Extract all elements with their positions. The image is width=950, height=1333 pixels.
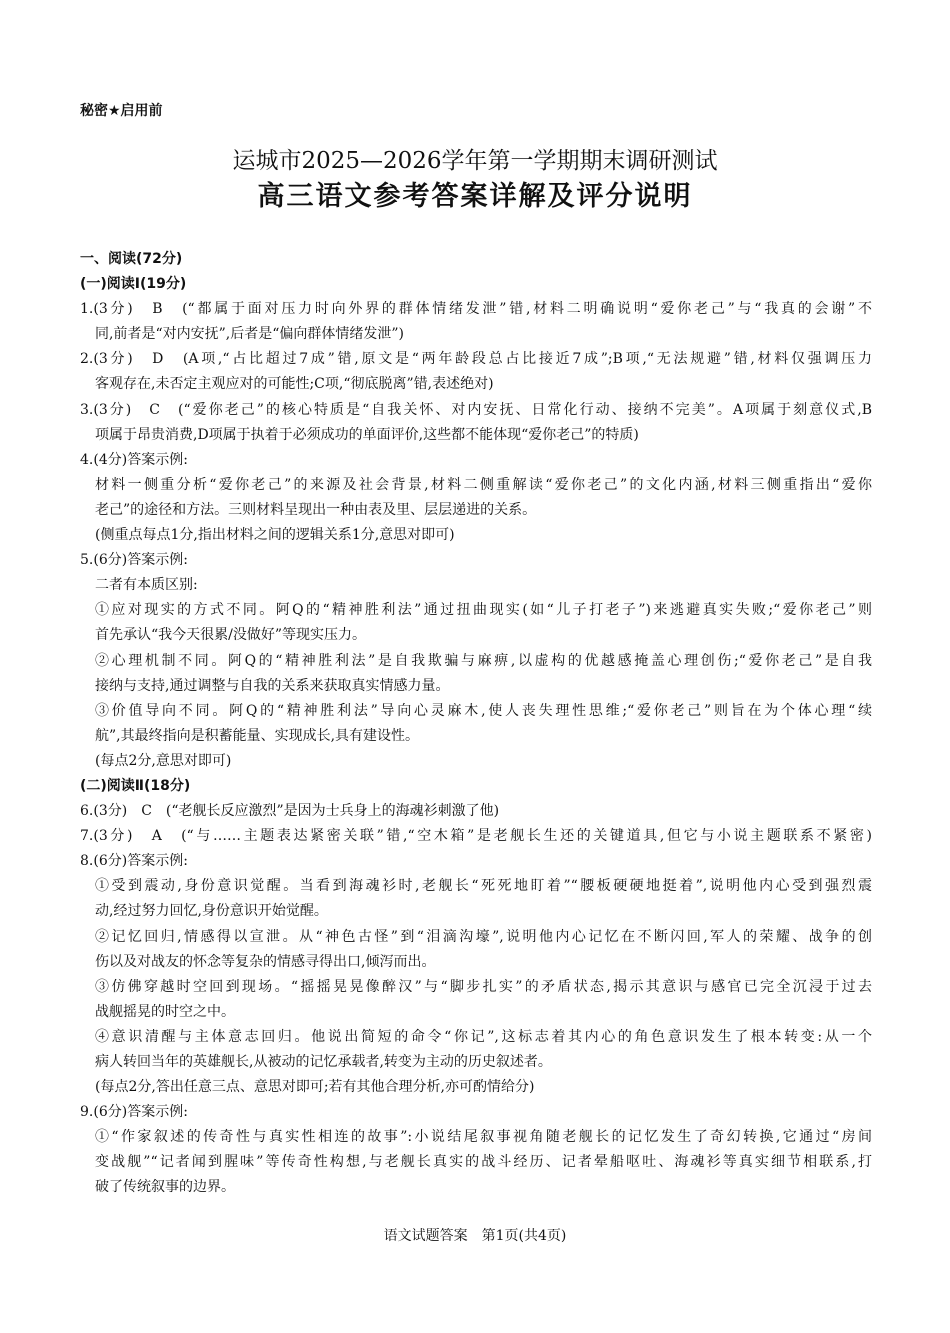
question-2-line: 客观存在,未否定主观应对的可能性;C项,“彻底脱离”错,表述绝对) xyxy=(95,376,494,393)
question-8-line: ②记忆回归,情感得以宣泄。从“神色古怪”到“泪滴沟壕”,说明他内心记忆在不断闪回,军人的荣耀、战争的创 xyxy=(95,928,872,945)
question-9-head: 9.(6分)答案示例: xyxy=(80,1104,188,1121)
question-5-scoring: (每点2分,意思对即可) xyxy=(95,752,232,769)
part-title: (一)阅读Ⅰ(19分) xyxy=(80,276,187,293)
question-3-line: 3.(3分) C (“爱你老己”的核心特质是“自我关怀、对内安抚、日常化行动、接纳不完美”。A项属于刻意仪式,B xyxy=(80,401,872,418)
question-9-line: ①“作家叙述的传奇性与真实性相连的故事”:小说结尾叙事视角随老舰长的记忆发生了奇幻转换,它通过“房间 xyxy=(95,1129,872,1146)
exam-title: 运城市2025—2026学年第一学期期末调研测试 xyxy=(232,148,718,174)
question-5-line: ①应对现实的方式不同。阿Q的“精神胜利法”通过扭曲现实(如“儿子打老子”)来逃避真实失败;“爱你老己”则 xyxy=(95,602,872,619)
question-2-line: 2.(3分) D (A项,“占比超过7成”错,原文是“两年龄段总占比接近7成”;B项,“无法规避”错,材料仅强调压力 xyxy=(80,351,872,368)
question-3-line: 项属于昂贵消费,D项属于执着于必须成功的单面评价,这些都不能体现“爱你老己”的特质) xyxy=(95,426,639,443)
question-8-line: ③仿佛穿越时空回到现场。“摇摇晃晃像醉汉”与“脚步扎实”的矛盾状态,揭示其意识与感官已完全沉浸于过去 xyxy=(95,978,872,995)
question-8-scoring: (每点2分,答出任意三点、意思对即可;若有其他合理分析,亦可酌情给分) xyxy=(95,1079,535,1096)
question-5-line: 首先承认“我今天很累/没做好”等现实压力。 xyxy=(95,627,367,644)
question-4-line: 老己”的途径和方法。三则材料呈现出一种由表及里、层层递进的关系。 xyxy=(95,501,537,518)
question-5-head: 5.(6分)答案示例: xyxy=(80,552,188,569)
question-5-line: 二者有本质区别: xyxy=(95,577,198,594)
question-9-line: 变战舰”“记者闻到腥味”等传奇性构想,与老舰长真实的战斗经历、记者晕船呕吐、海魂衫等真实细节相联系,打 xyxy=(95,1154,872,1171)
question-1-line: 1.(3分) B (“都属于面对压力时向外界的群体情绪发泄”错,材料二明确说明“爱你老己”与“我真的会谢”不 xyxy=(80,301,872,318)
question-8-line: 战舰摇晃的时空之中。 xyxy=(95,1003,235,1020)
exam-subtitle: 高三语文参考答案详解及评分说明 xyxy=(257,181,693,212)
question-9-line: 破了传统叙事的边界。 xyxy=(95,1179,235,1196)
page-footer: 语文试题答案 第1页(共4页) xyxy=(383,1228,567,1244)
part-title: (二)阅读Ⅱ(18分) xyxy=(80,777,191,794)
question-8-line: 伤以及对战友的怀念等复杂的情感寻得出口,倾泻而出。 xyxy=(95,953,436,970)
question-5-line: ③价值导向不同。阿Q的“精神胜利法”导向心灵麻木,使人丧失理性思维;“爱你老己”则旨在为个体心理“续 xyxy=(95,702,872,719)
question-4-line: 材料一侧重分析“爱你老己”的来源及社会背景,材料二侧重解读“爱你老己”的文化内涵,材料三侧重指出“爱你 xyxy=(95,476,872,493)
question-7-line: 7.(3分) A (“与……主题表达紧密关联”错,“空木箱”是老舰长生还的关键道具,但它与小说主题联系不紧密) xyxy=(80,828,872,845)
question-8-line: 动,经过努力回忆,身份意识开始觉醒。 xyxy=(95,903,328,920)
question-1-line: 同,前者是“对内安抚”,后者是“偏向群体情绪发泄”) xyxy=(95,326,404,343)
answer-content xyxy=(80,247,872,1201)
question-4-head: 4.(4分)答案示例: xyxy=(80,451,188,468)
question-5-line: ②心理机制不同。阿Q的“精神胜利法”是自我欺骗与麻痹,以虚构的优越感掩盖心理创伤;“爱你老己”是自我 xyxy=(95,652,872,669)
question-8-line: ④意识清醒与主体意志回归。他说出简短的命令“你记”,这标志着其内心的角色意识发生了根本转变:从一个 xyxy=(95,1028,872,1045)
question-8-line: ①受到震动,身份意识觉醒。当看到海魂衫时,老舰长“死死地盯着”“腰板硬硬地挺着”,说明他内心受到强烈震 xyxy=(95,878,872,895)
question-8-head: 8.(6分)答案示例: xyxy=(80,853,188,870)
question-5-line: 航”,其最终指向是积蓄能量、实现成长,具有建设性。 xyxy=(95,727,420,744)
question-5-line: 接纳与支持,通过调整与自我的关系来获取真实情感力量。 xyxy=(95,677,450,694)
secret-label: 秘密★启用前 xyxy=(80,103,163,119)
question-4-scoring: (侧重点每点1分,指出材料之间的逻辑关系1分,意思对即可) xyxy=(95,527,455,544)
section-title: 一、阅读(72分) xyxy=(80,251,183,267)
question-6-line: 6.(3分) C (“老舰长反应激烈”是因为士兵身上的海魂衫刺激了他) xyxy=(80,803,500,820)
question-8-line: 病人转回当年的英雄舰长,从被动的记忆承载者,转变为主动的历史叙述者。 xyxy=(95,1054,552,1070)
